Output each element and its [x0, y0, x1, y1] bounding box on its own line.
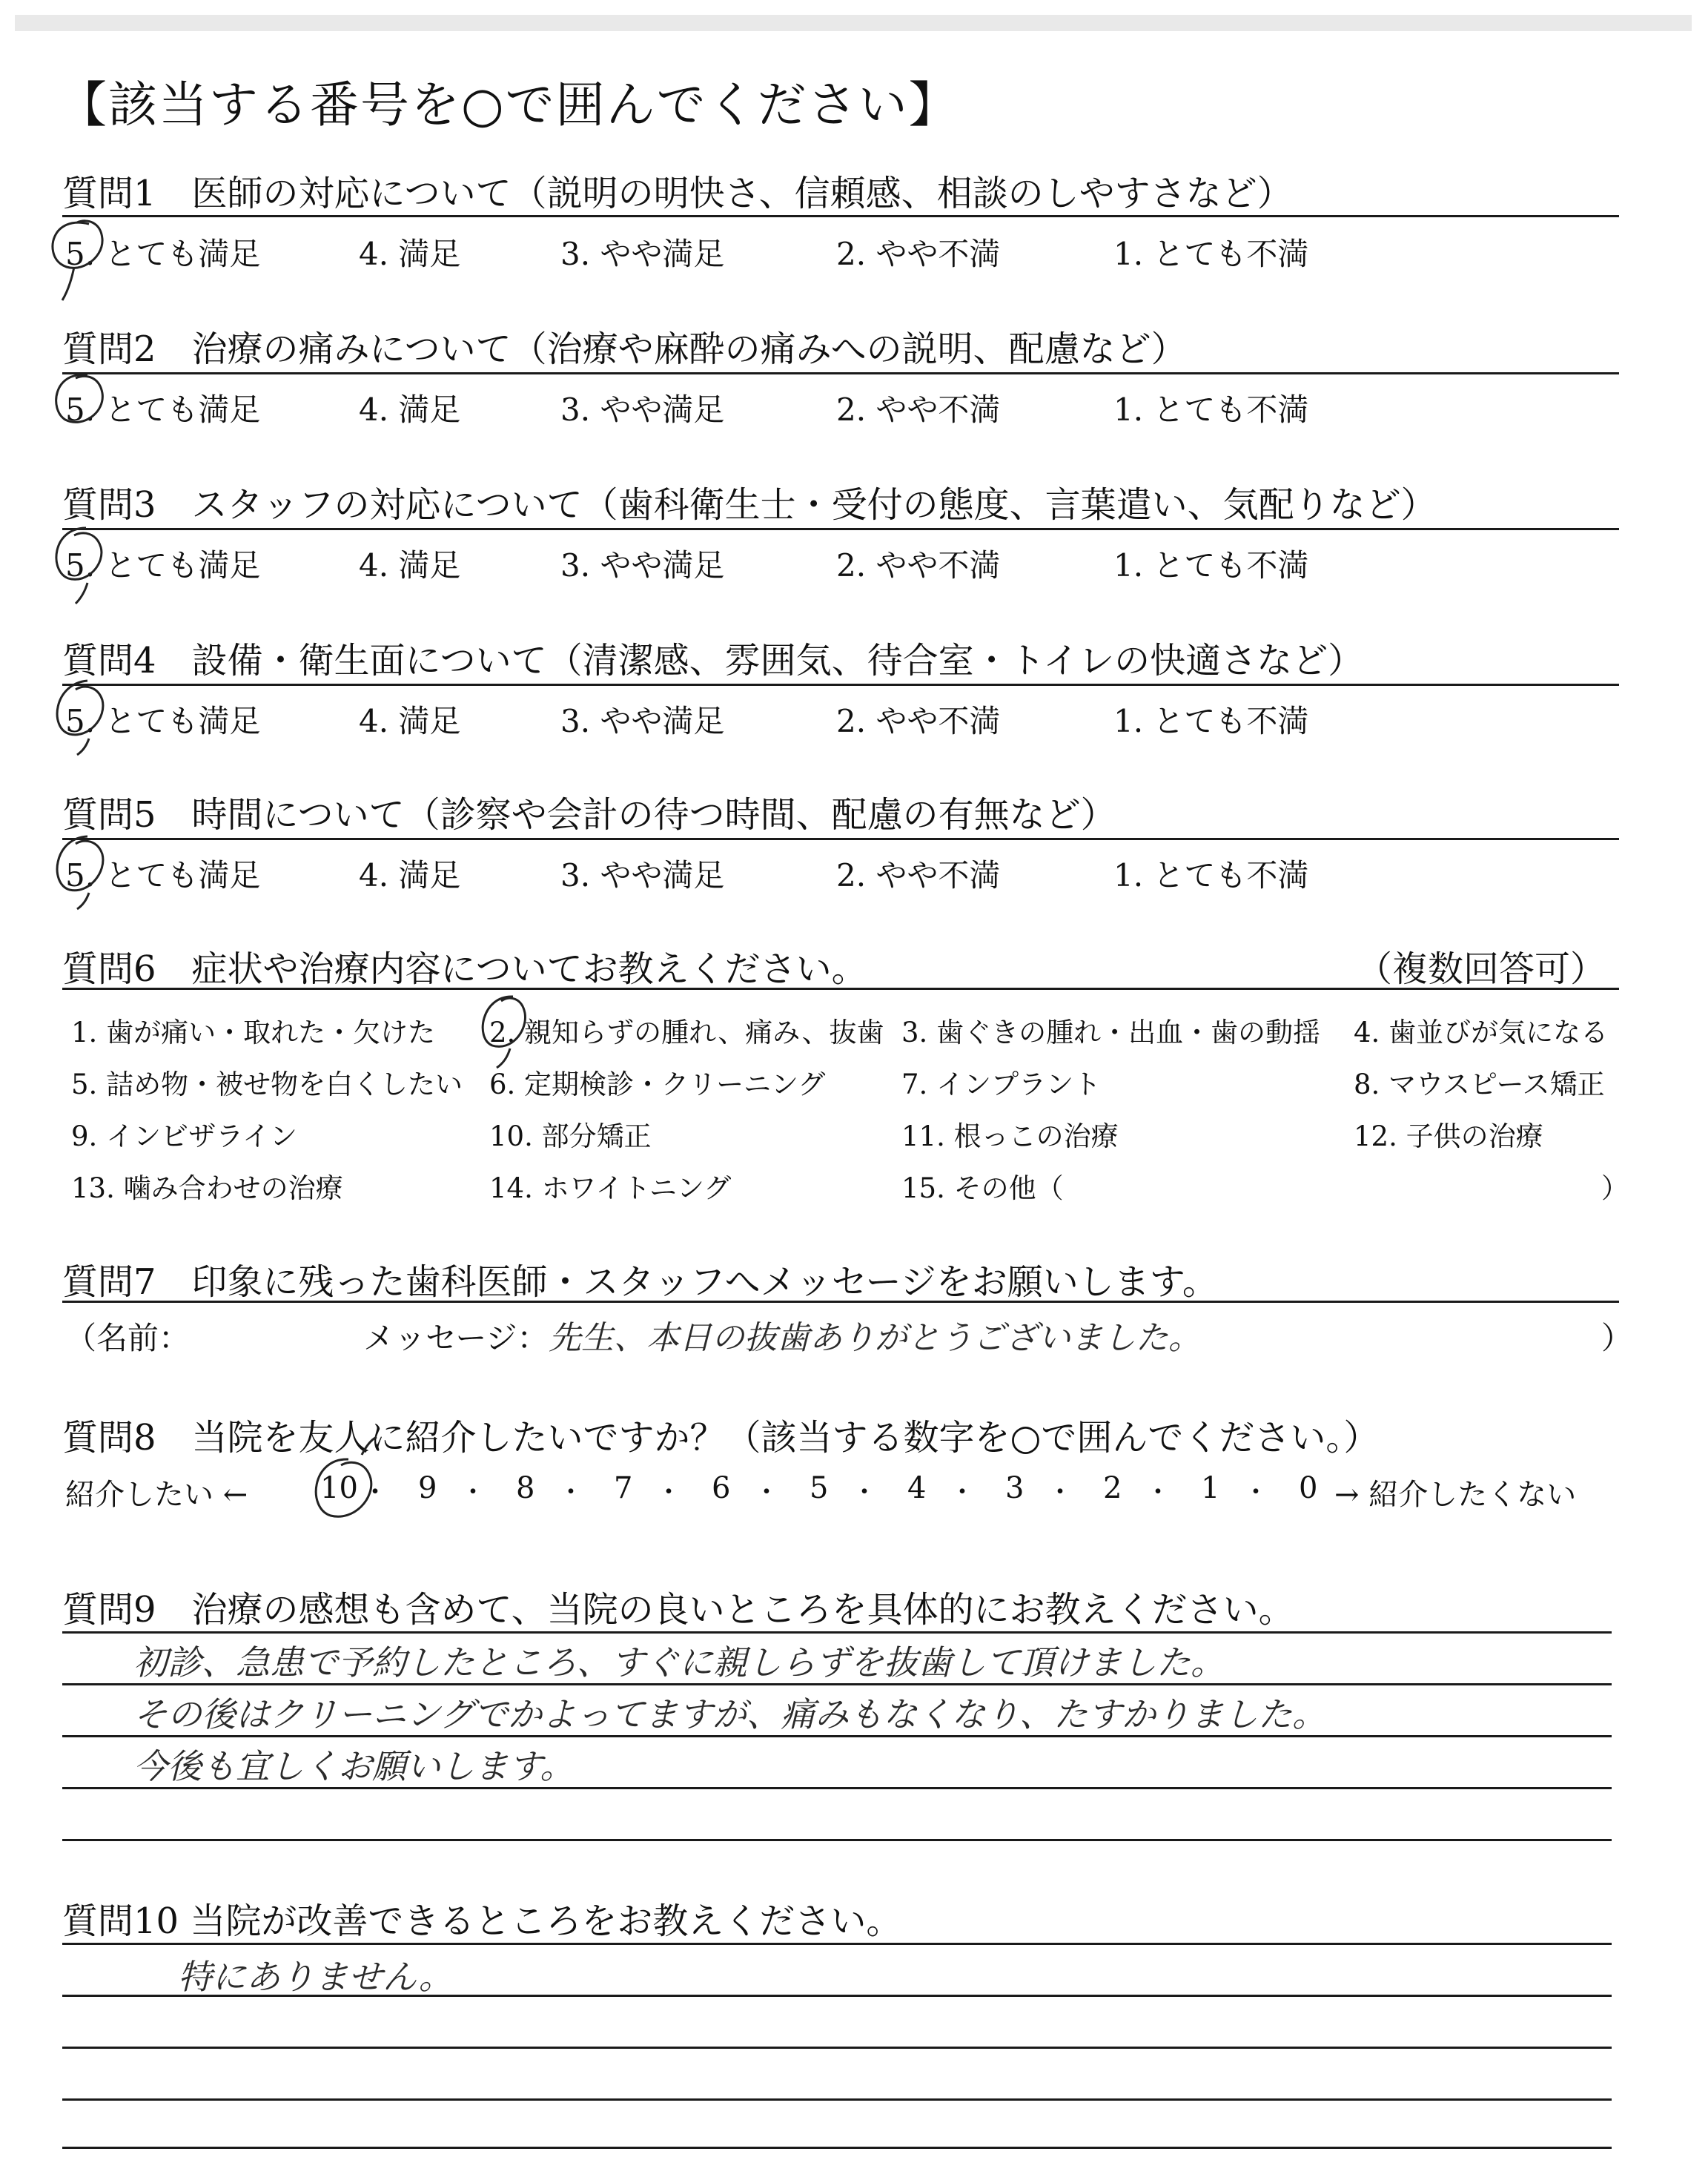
q7-message-text[interactable]: 先生、本日の抜歯ありがとうございました。: [549, 1319, 1201, 1357]
q6-item-13[interactable]: 13. 噛み合わせの治療: [71, 1172, 343, 1204]
q2-option-4[interactable]: 4. 満足: [359, 392, 461, 428]
question-3-label: 質問3 スタッフの対応について（歯科衛生士・受付の態度、言葉遣い、気配りなど）: [62, 484, 1437, 526]
q1-option-1[interactable]: 1. とても不満: [1113, 236, 1309, 272]
q8-scale-separator: ・: [1242, 1477, 1270, 1507]
q8-scale-separator: ・: [851, 1477, 878, 1507]
q4-option-3[interactable]: 3. やや満足: [560, 703, 725, 739]
q1-option-2[interactable]: 2. やや不満: [836, 236, 1001, 272]
q4-option-4[interactable]: 4. 満足: [359, 703, 461, 739]
q8-scale-value-5[interactable]: 5: [810, 1471, 829, 1505]
q4-option-5[interactable]: 5. とても満足: [65, 703, 261, 739]
q8-scale-value-1[interactable]: 1: [1201, 1471, 1220, 1505]
q8-scale-value-9[interactable]: 9: [418, 1471, 437, 1505]
q2-selection-circle: [56, 375, 103, 423]
q6-item-5[interactable]: 5. 詰め物・被せ物を白くしたい: [71, 1069, 463, 1100]
q7-close-paren: ）: [1601, 1320, 1633, 1356]
q2-option-3[interactable]: 3. やや満足: [560, 392, 725, 428]
q1-option-4[interactable]: 4. 満足: [359, 236, 461, 272]
q9-answer-line-3[interactable]: 今後も宜しくお願いします。: [133, 1746, 575, 1786]
q5-option-4[interactable]: 4. 満足: [359, 857, 461, 894]
question-6-label: 質問6 症状や治療内容についてお教えください。: [62, 948, 867, 990]
q9-answer-line-1[interactable]: 初診、急患で予約したところ、すぐに親しらずを抜歯して頂けました。: [133, 1642, 1225, 1682]
q8-scale-value-10[interactable]: 10: [320, 1471, 358, 1505]
question-9-label: 質問9 治療の感想も含めて、当院の良いところを具体的にお教えください。: [62, 1589, 1294, 1631]
q3-option-5[interactable]: 5. とても満足: [65, 547, 261, 584]
question-7-label: 質問7 印象に残った歯科医師・スタッフへメッセージをお願いします。: [62, 1261, 1218, 1303]
q6-item-15-close: ）: [1601, 1172, 1629, 1204]
q8-scale-value-0[interactable]: 0: [1299, 1471, 1318, 1505]
q6-item-10[interactable]: 10. 部分矯正: [489, 1120, 652, 1152]
q8-scale-separator: ・: [1047, 1477, 1074, 1507]
question-10-label: 質問10 当院が改善できるところをお教えください。: [62, 1900, 902, 1942]
q5-option-3[interactable]: 3. やや満足: [560, 857, 725, 894]
q8-scale-separator: ・: [1145, 1477, 1172, 1507]
q1-selection-circle: [53, 221, 102, 300]
q8-scale-separator: ・: [460, 1477, 487, 1507]
q3-option-2[interactable]: 2. やや不満: [836, 547, 1001, 584]
q6-item-11[interactable]: 11. 根っこの治療: [901, 1120, 1119, 1152]
q8-scale-value-7[interactable]: 7: [614, 1471, 633, 1505]
question-1-label: 質問1 医師の対応について（説明の明快さ、信頼感、相談のしやすさなど）: [62, 173, 1293, 214]
q8-scale-separator: ・: [362, 1477, 389, 1507]
q8-left-label: 紹介したい ←: [65, 1478, 248, 1512]
q5-selection-circle: [57, 836, 103, 909]
q2-option-2[interactable]: 2. やや不満: [836, 392, 1001, 428]
q5-option-1[interactable]: 1. とても不満: [1113, 857, 1309, 894]
q6-item-6[interactable]: 6. 定期検診・クリーニング: [489, 1069, 826, 1100]
q6-item-2-selection-circle: [483, 997, 525, 1068]
q3-option-1[interactable]: 1. とても不満: [1113, 547, 1309, 584]
q6-item-14[interactable]: 14. ホワイトニング: [489, 1172, 732, 1204]
q8-scale-separator: ・: [557, 1477, 585, 1507]
q6-item-7[interactable]: 7. インプラント: [901, 1069, 1102, 1100]
q6-item-12[interactable]: 12. 子供の治療: [1354, 1120, 1543, 1152]
question-6-note: （複数回答可）: [1357, 948, 1606, 990]
q6-item-2[interactable]: 2. 親知らずの腫れ、痛み、抜歯: [489, 1017, 884, 1048]
q6-item-8[interactable]: 8. マウスピース矯正: [1354, 1069, 1605, 1100]
q7-name-label: （名前：: [65, 1320, 191, 1356]
q6-item-3[interactable]: 3. 歯ぐきの腫れ・出血・歯の動揺: [901, 1017, 1321, 1048]
q4-option-2[interactable]: 2. やや不満: [836, 703, 1001, 739]
q6-item-9[interactable]: 9. インビザライン: [71, 1120, 297, 1152]
q3-option-3[interactable]: 3. やや満足: [560, 547, 725, 584]
q8-scale-value-8[interactable]: 8: [516, 1471, 535, 1505]
q8-scale-value-4[interactable]: 4: [907, 1471, 927, 1505]
q3-option-4[interactable]: 4. 満足: [359, 547, 461, 584]
q4-option-1[interactable]: 1. とても不満: [1113, 703, 1309, 739]
question-2-label: 質問2 治療の痛みについて（治療や麻酔の痛みへの説明、配慮など）: [62, 328, 1187, 370]
question-8-label: 質問8 当院を友人に紹介したいですか？（該当する数字を○で囲んでください。）: [62, 1417, 1380, 1459]
q10-answer-line-1[interactable]: 特にありません。: [178, 1957, 453, 1997]
q5-option-5[interactable]: 5. とても満足: [65, 857, 261, 894]
q8-scale-separator: ・: [949, 1477, 976, 1507]
q8-scale-separator: ・: [753, 1477, 781, 1507]
q2-option-5[interactable]: 5. とても満足: [65, 392, 261, 428]
q8-selection-circle: [316, 1437, 377, 1516]
q9-answer-line-2[interactable]: その後はクリーニングでかよってますが、痛みもなくなり、たすかりました。: [133, 1694, 1327, 1734]
q1-option-3[interactable]: 3. やや満足: [560, 236, 725, 272]
q5-option-2[interactable]: 2. やや不満: [836, 857, 1001, 894]
q4-selection-circle: [57, 681, 103, 755]
q8-scale-value-2[interactable]: 2: [1103, 1471, 1122, 1505]
q8-scale-separator: ・: [655, 1477, 683, 1507]
q8-scale-value-3[interactable]: 3: [1005, 1471, 1025, 1505]
q3-selection-circle: [56, 528, 102, 604]
question-4-label: 質問4 設備・衛生面について（清潔感、雰囲気、待合室・トイレの快適さなど）: [62, 640, 1364, 681]
q1-option-5[interactable]: 5. とても満足: [65, 236, 261, 272]
q8-scale-value-6[interactable]: 6: [712, 1471, 731, 1505]
q6-item-15[interactable]: 15. その他（: [901, 1172, 1064, 1204]
question-5-label: 質問5 時間について（診察や会計の待つ時間、配慮の有無など）: [62, 794, 1116, 836]
q6-item-1[interactable]: 1. 歯が痛い・取れた・欠けた: [71, 1017, 436, 1048]
q8-right-label: → 紹介したくない: [1334, 1478, 1577, 1512]
q6-item-4[interactable]: 4. 歯並びが気になる: [1354, 1017, 1609, 1048]
form-instruction: 【該当する番号を○で囲んでください】: [58, 76, 959, 133]
q7-message-label: メッセージ：: [363, 1320, 549, 1356]
q2-option-1[interactable]: 1. とても不満: [1113, 392, 1309, 428]
